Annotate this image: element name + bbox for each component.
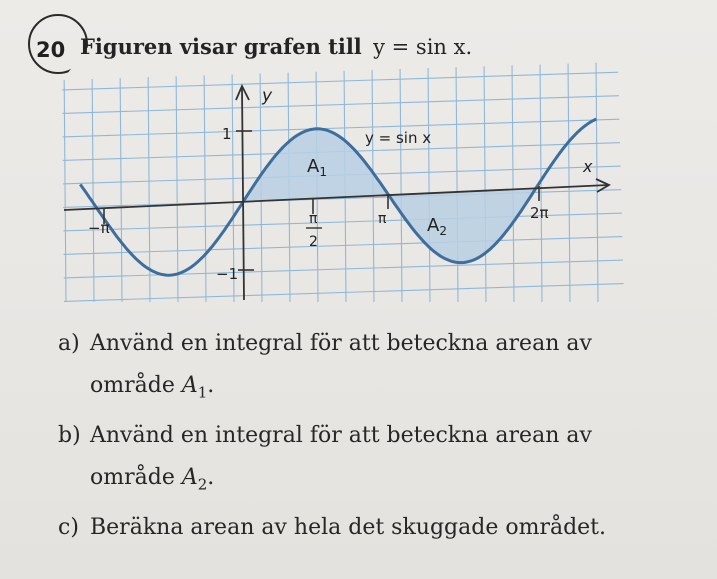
region-label-a2: $A_2$: [427, 215, 447, 238]
grid-line-vertical: [400, 60, 402, 302]
question-b-period: .: [207, 465, 215, 490]
question-c-text: Beräkna arean av hela det skuggade området.: [90, 515, 607, 540]
question-b-line2: [90, 467, 214, 492]
grid-line-vertical: [204, 60, 206, 302]
question-a: [58, 333, 592, 355]
grid-line-horizontal: [60, 260, 625, 278]
x-tick-label-two-pi: 2π: [530, 204, 549, 222]
x-tick-label-pi: π: [378, 211, 387, 227]
question-a-symbol: A: [181, 373, 198, 398]
exercise-title-equation: y = sin x.: [373, 35, 473, 59]
question-a-period: .: [207, 373, 215, 398]
question-a-word: område: [90, 373, 175, 398]
x-tick-label-neg-pi: −π: [88, 219, 110, 237]
question-b-subscript: 2: [197, 475, 208, 494]
question-a-subscript: 1: [197, 383, 208, 402]
grid-line-vertical: [568, 60, 570, 302]
question-c: [58, 517, 606, 539]
question-b-text: Använd en integral för att beteckna arean av: [90, 423, 592, 448]
grid-line-vertical: [624, 60, 626, 302]
question-b-letter: b): [58, 423, 81, 448]
y-tick-label-neg-one: −1: [216, 265, 239, 283]
y-tick-label-one: 1: [222, 125, 232, 143]
exercise-number: 20: [36, 38, 66, 62]
grid-line-vertical: [64, 60, 66, 302]
grid-line-vertical: [176, 60, 178, 302]
exercise-title-text: Figuren visar grafen till: [80, 34, 362, 59]
x-tick-label-pi-half-numerator: π: [309, 211, 318, 227]
question-b-word: område: [90, 465, 175, 490]
grid-line-vertical: [92, 60, 94, 302]
x-axis-label: x: [583, 157, 593, 176]
question-a-letter: a): [58, 331, 80, 356]
y-axis: [242, 88, 244, 300]
question-b-symbol: A: [181, 465, 198, 490]
question-b: [58, 425, 592, 447]
region-label-a1: $A_1$: [307, 156, 327, 179]
x-tick-label-pi-half-denominator: 2: [309, 234, 318, 250]
curve-label: y = sin x: [365, 129, 432, 147]
grid-line-horizontal: [60, 237, 625, 255]
grid-line-vertical: [512, 60, 514, 302]
y-axis-label: y: [262, 86, 273, 106]
question-a-text: Använd en integral för att beteckna arean av: [90, 331, 592, 356]
grid-line-vertical: [120, 60, 122, 302]
question-a-line2: [90, 375, 214, 400]
question-c-letter: c): [58, 515, 79, 540]
grid-line-horizontal: [60, 284, 625, 302]
grid-line-vertical: [484, 60, 486, 302]
